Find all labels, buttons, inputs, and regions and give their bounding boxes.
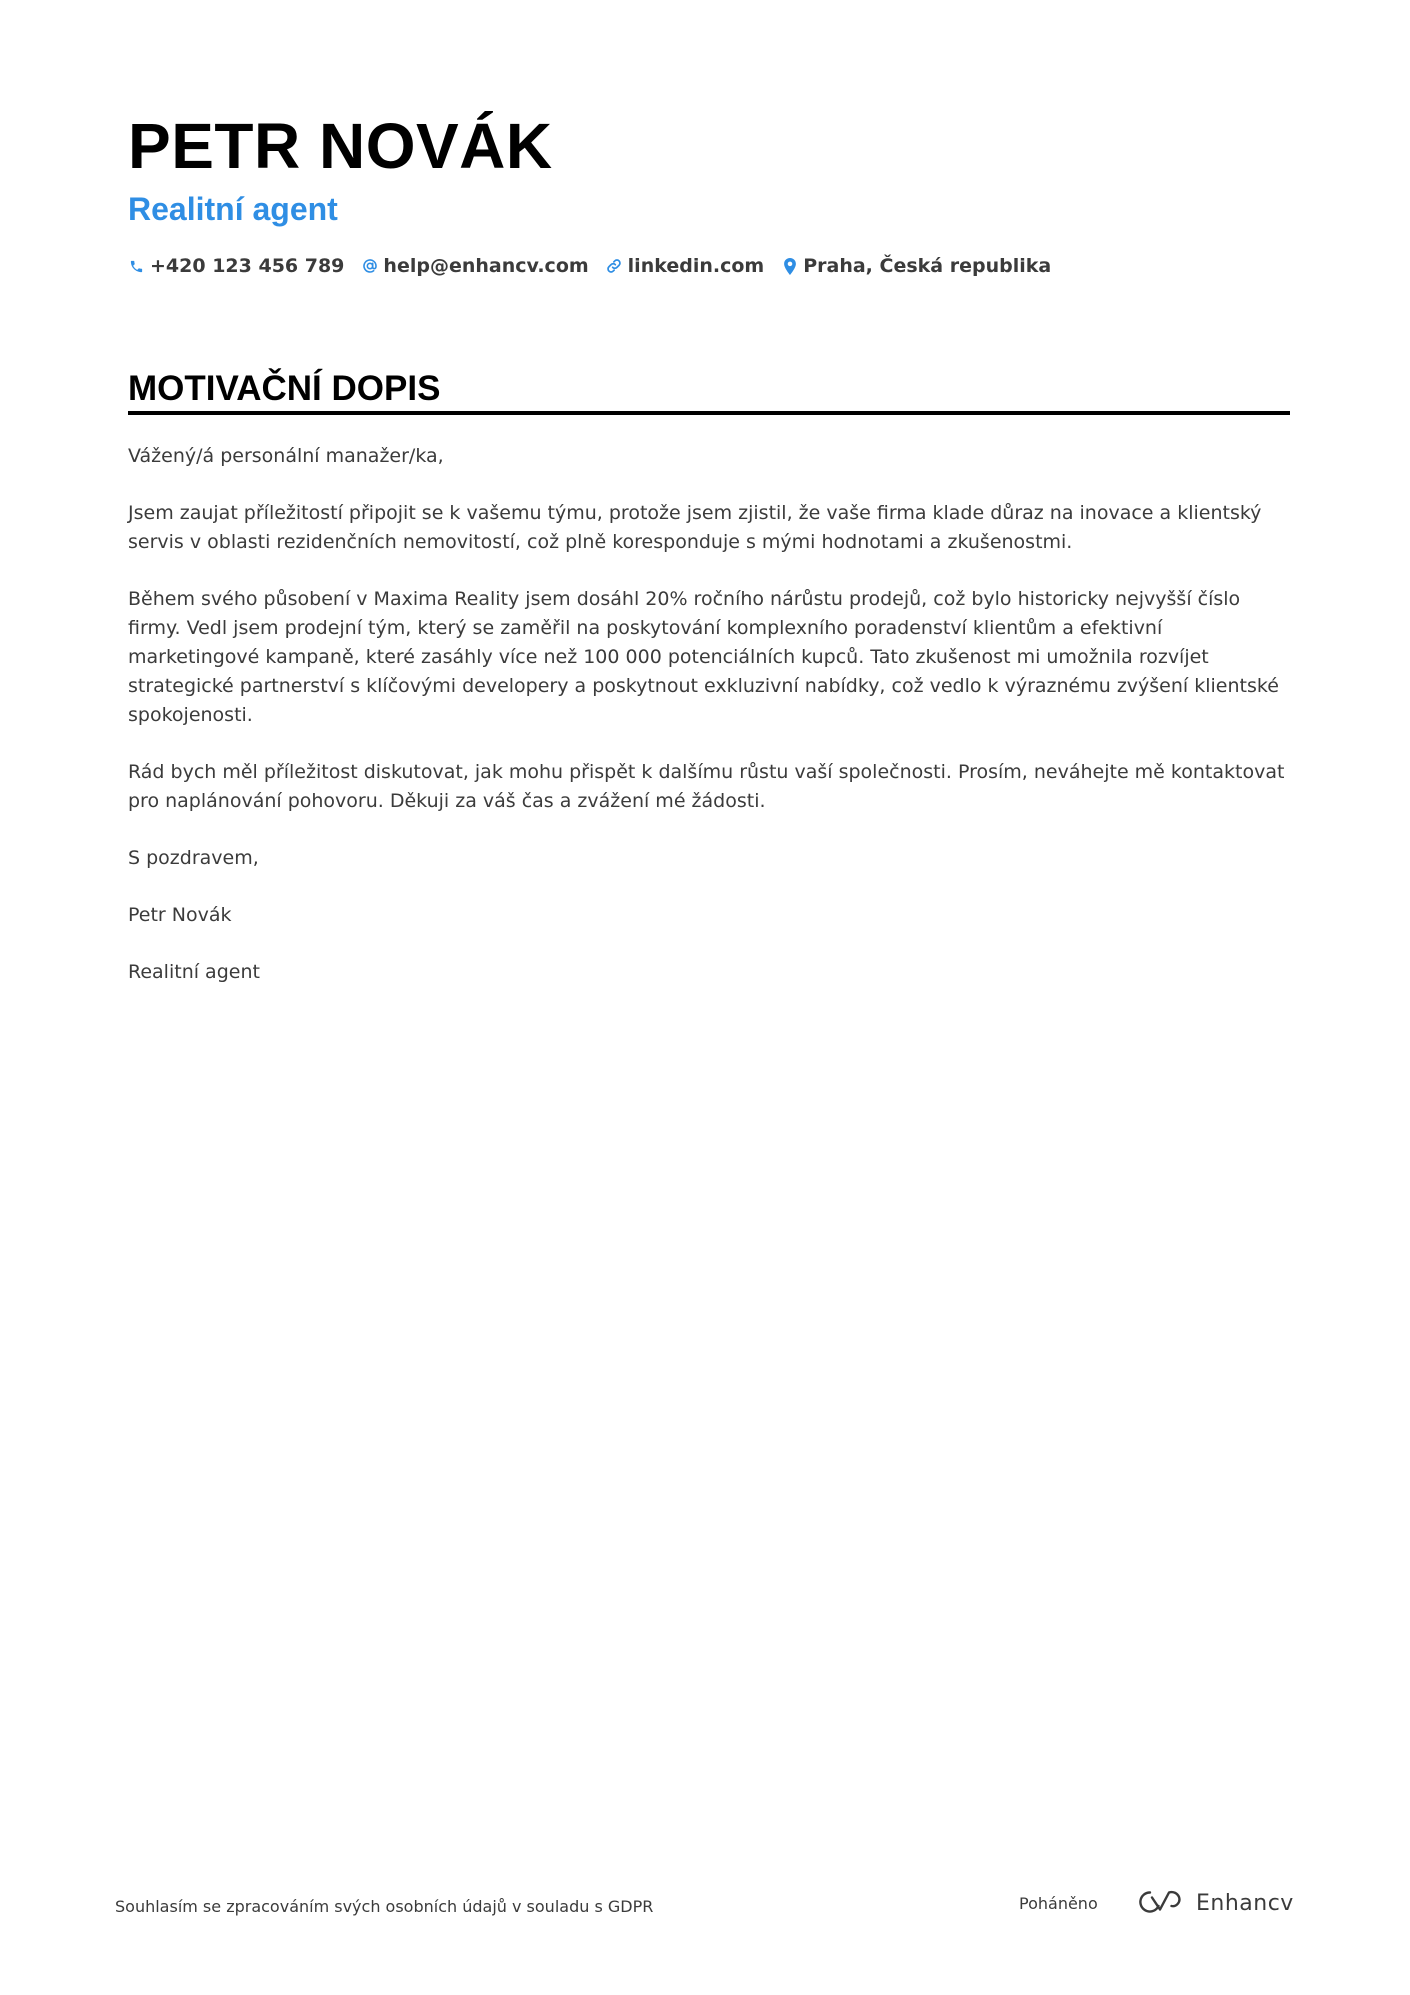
contact-phone-text: +420 123 456 789 [150,255,345,277]
section-divider [128,411,1290,415]
signature-title: Realitní agent [128,961,260,983]
enhancv-logo-icon [1138,1889,1184,1919]
candidate-name: PETR NOVÁK [128,110,553,182]
letter-paragraph: Během svého působení v Maxima Reality jsem dosáhl 20% ročního nárůstu prodejů, což bylo historicky nejvyšší číslo firmy. Vedl jsem prodejní tým, který se zaměřil na poskytování komplexního poradenství klientům a efektivní marketingové kampaně, které zasáhly více než 100 000 potenciálních kupců. Tato zkušenost mi umožnila rozvíjet strategické partnerství s klíčovými developery a poskytnout exkluzivní nabídky, což vedlo k výraznému zvýšení klientské spokojenosti. [128,588,1279,726]
phone-icon [128,258,145,275]
enhancv-logo[interactable] [1138,1888,1294,1920]
contact-email-text[interactable]: help@enhancv.com [383,255,589,277]
gdpr-consent-text: Souhlasím se zpracováním svých osobních údajů v souladu s GDPR [115,1897,654,1916]
letter-paragraph: Jsem zaujat příležitostí připojit se k vašemu týmu, protože jsem zjistil, že vaše firma klade důraz na inovace a klientský servis v oblasti rezidenčních nemovitostí, což plně koresponduje s mými hodnotami a zkušenostmi. [128,502,1262,553]
letter-paragraph: Rád bych měl příležitost diskutovat, jak mohu přispět k dalšímu růstu vaší společnosti. Prosím, neváhejte mě kontaktovat pro naplánování pohovoru. Děkuji za váš čas a zvážení mé žádosti. [128,761,1285,812]
contact-location-text: Praha, Česká republika [803,255,1052,277]
candidate-title: Realitní agent [128,191,338,227]
at-icon [361,258,378,275]
letter-salutation: Vážený/á personální manažer/ka, [128,445,444,467]
enhancv-logo-text: Enhancv [1196,1891,1294,1916]
contact-bar [128,253,1051,279]
section-heading: MOTIVAČNÍ DOPIS [128,369,441,408]
contact-linkedin[interactable] [606,253,765,279]
contact-location [781,253,1051,279]
location-pin-icon [781,258,798,275]
contact-linkedin-text[interactable]: linkedin.com [627,255,765,277]
letter-body [128,442,1290,1015]
powered-by-label: Poháněno [1019,1894,1098,1913]
link-icon [606,258,623,275]
contact-phone [128,253,344,279]
signature-name: Petr Novák [128,904,232,926]
letter-closing: S pozdravem, [128,847,259,869]
contact-email[interactable] [361,253,588,279]
